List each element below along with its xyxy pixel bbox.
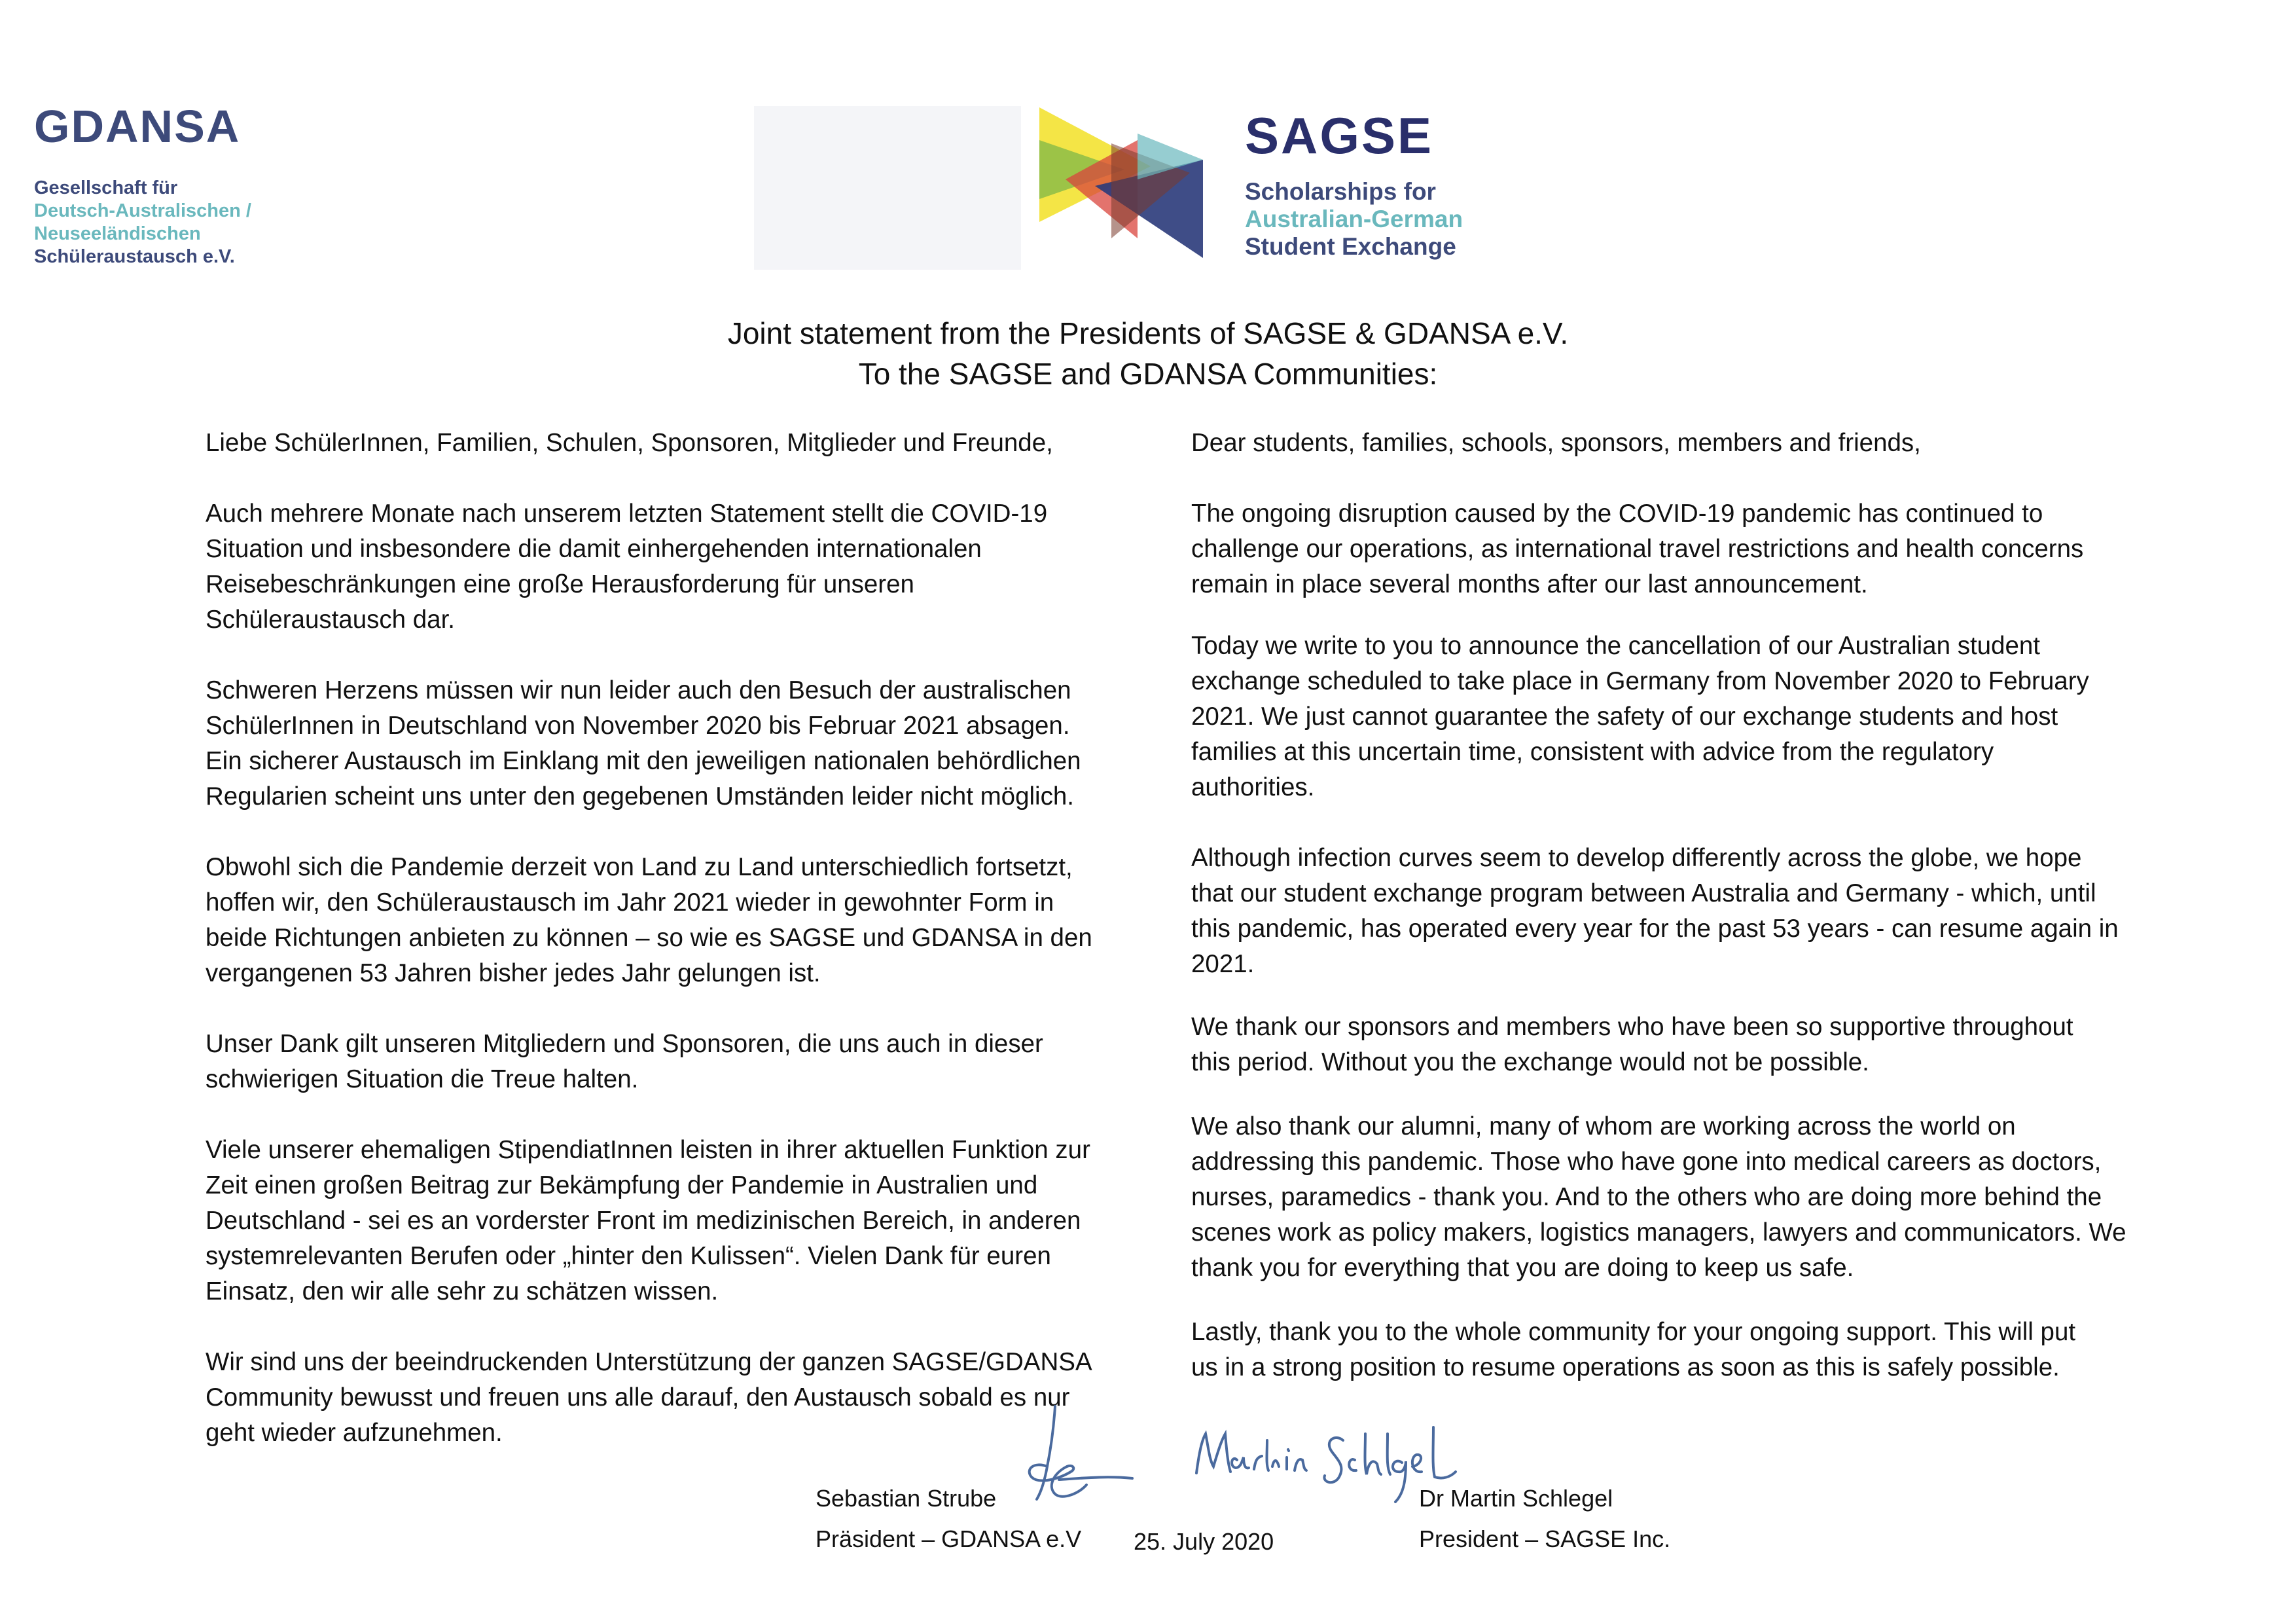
german-paragraph: Viele unserer ehemaligen StipendiatInnen leisten in ihrer aktuellen Funktion zur Zeit einen großen Beitrag zur Bekämpfung der Pandemie in Australien und Deutschland - sei es an vorderster Front im medizinischen Bereich, in anderen systemrelevanten Berufen oder „hinter den Kulissen“. Vielen Dank für euren Einsatz, den wir alle sehr zu schätzen wissen. — [206, 1136, 1090, 1305]
english-paragraph: Although infection curves seem to develop differently across the globe, we hope that our student exchange program between Australia and Germany - which, until this pandemic, has operated every year for the past 53 years - can resume again in 2021. — [1191, 844, 2119, 978]
sagse-subtitle-line: Student Exchange — [1245, 233, 1456, 260]
signatory-name: Dr Martin Schlegel — [1419, 1485, 1613, 1512]
german-paragraph: Wir sind uns der beeindruckenden Unterstützung der ganzen SAGSE/GDANSA Community bewusst und freuen uns alle darauf, den Austausch sobald es nur geht wieder aufzunehmen. — [206, 1348, 1092, 1447]
exchange-emblem-icon — [1039, 107, 1203, 264]
signatory-title: President – SAGSE Inc. — [1419, 1525, 1671, 1552]
gdansa-subtitle-line: Gesellschaft für — [34, 177, 178, 198]
sagse-subtitle-line: Scholarships for — [1245, 178, 1436, 205]
sagse-logo-name: SAGSE — [1245, 107, 1434, 164]
gdansa-subtitle-line: Schüleraustausch e.V. — [34, 246, 235, 267]
sagse-subtitle-line: Australian-German — [1245, 206, 1463, 232]
german-paragraph: Schweren Herzens müssen wir nun leider auch den Besuch der australischen SchülerInnen in Deutschland von November 2020 bis Februar 2021 absagen. Ein sicherer Austausch im Einklang mit den jeweiligen nationalen behördlichen Regularien scheint uns unter den gegebenen Umständen leider nicht möglich. — [206, 676, 1081, 811]
gdansa-subtitle-line: Neuseeländischen — [34, 223, 201, 244]
german-paragraph: Unser Dank gilt unseren Mitgliedern und Sponsoren, die uns auch in dieser schwierigen Situation die Treue halten. — [206, 1030, 1043, 1093]
signature-left — [816, 1478, 1081, 1559]
signatory-name: Sebastian Strube — [816, 1485, 997, 1512]
statement-heading — [0, 313, 2296, 394]
english-salutation: Dear students, families, schools, sponsors, members and friends, — [1191, 429, 1921, 457]
signature-right — [1419, 1478, 1670, 1559]
gdansa-logo-name: GDANSA — [34, 101, 241, 152]
heading-line: To the SAGSE and GDANSA Communities: — [858, 357, 1438, 391]
signatory-title: Präsident – GDANSA e.V — [816, 1525, 1082, 1552]
english-paragraph: Lastly, thank you to the whole community for your ongoing support. This will put us in a strong position to resume operations as soon as this is safely possible. — [1191, 1318, 2076, 1381]
german-column — [206, 426, 1161, 1451]
heading-line: Joint statement from the Presidents of SAGSE & GDANSA e.V. — [727, 316, 1569, 350]
statement-date: 25. July 2020 — [1134, 1528, 1274, 1555]
english-paragraph: We thank our sponsors and members who have been so supportive throughout this period. Without you the exchange would not be possible. — [1191, 1013, 2073, 1076]
english-paragraph: The ongoing disruption caused by the COVID-19 pandemic has continued to challenge our operations, as international travel restrictions and health concerns remain in place several months after our last announcement. — [1191, 500, 2084, 598]
german-paragraph: Auch mehrere Monate nach unserem letzten Statement stellt die COVID-19 Situation und insbesondere die damit einhergehenden internationalen Reisebeschränkungen eine große Herausforderung für unseren Schüleraustausch dar. — [206, 500, 1048, 634]
gdansa-logo-subtitle — [34, 177, 251, 268]
english-column — [1191, 426, 2147, 1385]
english-paragraph: Today we write to you to announce the cancellation of our Australian student exchange scheduled to take place in Germany from November 2020 to February 2021. We just cannot guarantee the safety of our exchange students and host families at this uncertain time, consistent with advice from the regulatory authorities. — [1191, 632, 2089, 801]
german-salutation: Liebe SchülerInnen, Familien, Schulen, Sponsoren, Mitglieder und Freunde, — [206, 429, 1053, 457]
gdansa-subtitle-line: Deutsch-Australischen / — [34, 200, 251, 221]
english-paragraph: We also thank our alumni, many of whom are working across the world on addressing this pandemic. Those who have gone into medical careers as doctors, nurses, paramedics - thank you. And to the others who are doing more behind the scenes work as policy makers, logistics managers, lawyers and communicators. We thank you for everything that you are doing to keep us safe. — [1191, 1112, 2126, 1282]
gdansa-logo-background — [754, 106, 1021, 270]
german-paragraph: Obwohl sich die Pandemie derzeit von Land zu Land unterschiedlich fortsetzt, hoffen wir, den Schüleraustausch im Jahr 2021 wieder in gewohnter Form in beide Richtungen anbieten zu können – so wie es SAGSE und GDANSA in den vergangenen 53 Jahren bisher jedes Jahr gelungen ist. — [206, 853, 1092, 987]
sagse-logo-subtitle — [1245, 178, 1463, 261]
